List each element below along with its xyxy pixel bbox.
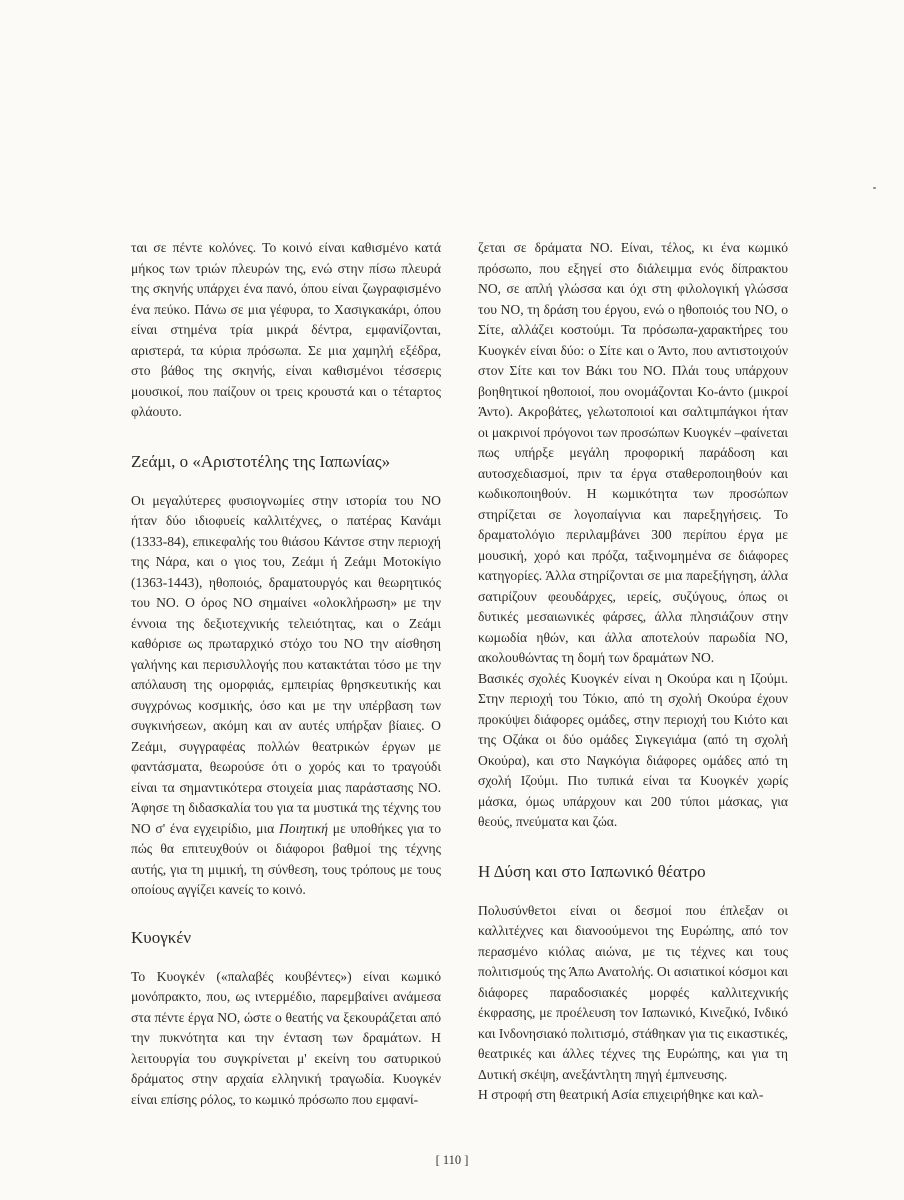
paragraph-text: Οι μεγαλύτερες φυσιογνωμίες στην ιστορία του ΝΟ ήταν δύο ιδιοφυείς καλλιτέχνες, ο πατέρας Κανάμι (1333-84), επικεφαλής του θιάσου Κάντσε στην περιοχή της Νάρα, και ο γιος του, Ζεάμι ή Ζεάμι Μοτοκίγιο (1363-1443), ηθοποιός, δραματουργός και θεωρητικός του ΝΟ. Ο όρος ΝΟ σημαίνει «ολοκλήρωση» με την έννοια της δεξιοτεχνικής τελειότητας, και ο Ζεάμι καθόρισε ως πρωταρχικό στόχο του ΝΟ την αίσθηση γαλήνης και περισυλλογής που κατακτάται τόσο με την απόλαυση της ομορφιάς, εμπειρίας θρησκευτικής και συγχρόνως κοσμικής, όσο και με την υπέρβαση των συγκινήσεων, ακόμη και αν αυτές υπήρξαν βίαιες. Ο Ζεάμι, συγγραφέας πολλών θεατρικών έργων με φαντάσματα, θεωρούσε ότι ο χορός και το τραγούδι είναι τα σημαντικότερα στοιχεία μιας παράστασης ΝΟ. Άφησε τη διδασκαλία του για τα μυστικά της τέχνης του ΝΟ σ' ένα εγχειρίδιο, μια <box>131 492 441 836</box>
italic-title: Ποιητική <box>278 820 329 836</box>
section-heading-west: Η Δύση και στο Ιαπωνικό θέατρο <box>478 861 706 881</box>
section-heading-zeami: Ζεάμι, ο «Αριστοτέλης της Ιαπωνίας» <box>131 451 391 471</box>
left-column <box>131 238 441 1110</box>
paragraph: Το Κυογκέν («παλαβές κουβέντες») είναι κωμικό μονόπρακτο, που, ως ιντερμέδιο, παρεμβαίνει ανάμεσα στα πέντε έργα ΝΟ, ώστε ο θεατής να ξεκουράζεται από την πυκνότητα και την ένταση των δραμάτων. Η λειτουργία του συγκρίνεται μ' εκείνη του σατυρικού δράματος στην αρχαία ελληνική τραγωδία. Κυογκέν είναι επίσης ρόλος, το κωμικό πρόσωπο που εμφανί- <box>131 968 441 1107</box>
paragraph: Η στροφή στη θεατρική Ασία επιχειρήθηκε και καλ- <box>478 1087 764 1102</box>
paper-speck <box>873 187 876 189</box>
paragraph: Βασικές σχολές Κυογκέν είναι η Οκούρα και η Ιζούμι. Στην περιοχή του Τόκιο, από τη σχολή Οκούρα έχουν προκύψει διάφορες ομάδες, στην περιοχή του Κιότο και της Οζάκα οι δύο ομάδες Σιγκεγιάμα (από τη σχολή Οκούρα), και στο Ναγκόγια διάφορες ομάδες από τη σχολή Ιζούμι. Πιο τυπικά είναι τα Κυογκέν χωρίς μάσκα, όμως υπάρχουν και 200 τύποι μάσκας, για θεούς, πνεύματα και ζώα. <box>478 670 788 829</box>
section-heading-kyogen: Κυογκέν <box>131 927 192 947</box>
page-number: [ 110 ] <box>435 1153 469 1167</box>
paragraph <box>131 491 441 901</box>
paragraph-text: με υποθήκες για το πώς θα επιτευχθούν οι διάφοροι βαθμοί της τέχνης αυτής, για τη μιμική, τη σύνθεση, τους τρόπους με τους οποίους αγγίζει κανείς το κοινό. <box>131 820 441 897</box>
paragraph: ζεται σε δράματα ΝΟ. Είναι, τέλος, κι ένα κωμικό πρόσωπο, που εξηγεί στο διάλειμμα ενός δίπρακτου ΝΟ, σε απλή γλώσσα και όχι στη φιλολογική γλώσσα του ΝΟ, τη δράση του έργου, ενώ ο ηθοποιός του ΝΟ, ο Σίτε, αλλάζει κοστούμι. Τα πρόσωπα-χαρακτήρες του Κυογκέν είναι δύο: ο Σίτε και ο Άντο, που αντιστοιχούν στον Σίτε και τον Βάκι του ΝΟ. Πλάι τους υπάρχουν βοηθητικοί ηθοποιοί, που ονομάζονται Κο-άντο (μικροί Άντο). Ακροβάτες, γελωτοποιοί και σαλτιμπάγκοι ήταν οι μακρινοί πρόγονοι των προσώπων Κυογκέν –φαίνεται πως υπήρξε μεγάλη προφορική παράδοση και αυτοσχεδιασμοί, πριν τα έργα σταθεροποιηθούν και κωδικοποιηθούν. Η κωμικότητα των προσώπων στηρίζεται σε λογοπαίγνια και παρεξηγήσεις. Το δραματολόγιο περιλαμβάνει 300 περίπου έργα με μουσική, χορό και πρόζα, ταξινομημένα σε διάφορες κατηγορίες. Άλλα στηρίζονται σε μια παρεξήγηση, άλλα σατιρίζουν φεουδάρχες, ιερείς, συζύγους, όπως οι δυτικές μεσαιωνικές φάρσες, άλλα πλησιάζουν στην κωμωδία ηθών, και άλλα αποτελούν παρωδία ΝΟ, ακολουθώντας τη δομή των δραμάτων ΝΟ. <box>478 240 788 665</box>
paragraph: ται σε πέντε κολόνες. Το κοινό είναι καθισμένο κατά μήκος των τριών πλευρών της, ενώ στην πίσω πλευρά της σκηνής υπάρχει ένα πανό, όπου είναι ζωγραφισμένο ένα πεύκο. Πάνω σε μια γέφυρα, το Χασιγκακάρι, όπου είναι στημένα τρία μικρά δέντρα, εμφανίζονται, αριστερά, τα κύρια πρόσωπα. Σε μια χαμηλή εξέδρα, στο βάθος της σκηνής, είναι καθισμένοι τέσσερις μουσικοί, που παίζουν οι τρεις κρουστά και ο τέταρτος φλάουτο. <box>131 240 441 419</box>
right-column <box>478 238 788 1106</box>
paragraph: Πολυσύνθετοι είναι οι δεσμοί που έπλεξαν οι καλλιτέχνες και διανοούμενοι της Ευρώπης, από τον περασμένο κιόλας αιώνα, με τις τέχνες και τους πολιτισμούς της Άπω Ανατολής. Οι ασιατικοί κόσμοι και διάφορες παραδοσιακές μορφές καλλιτεχνικής έκφρασης, με προέλευση τον Ιαπωνικό, Κινεζικό, Ινδικό και Ινδονησιακό πολιτισμό, στάθηκαν για τις εικαστικές, θεατρικές και άλλες τέχνες της Ευρώπης, και για τη Δυτική σκέψη, ανεξάντλητη πηγή έμπνευσης. <box>478 902 788 1082</box>
